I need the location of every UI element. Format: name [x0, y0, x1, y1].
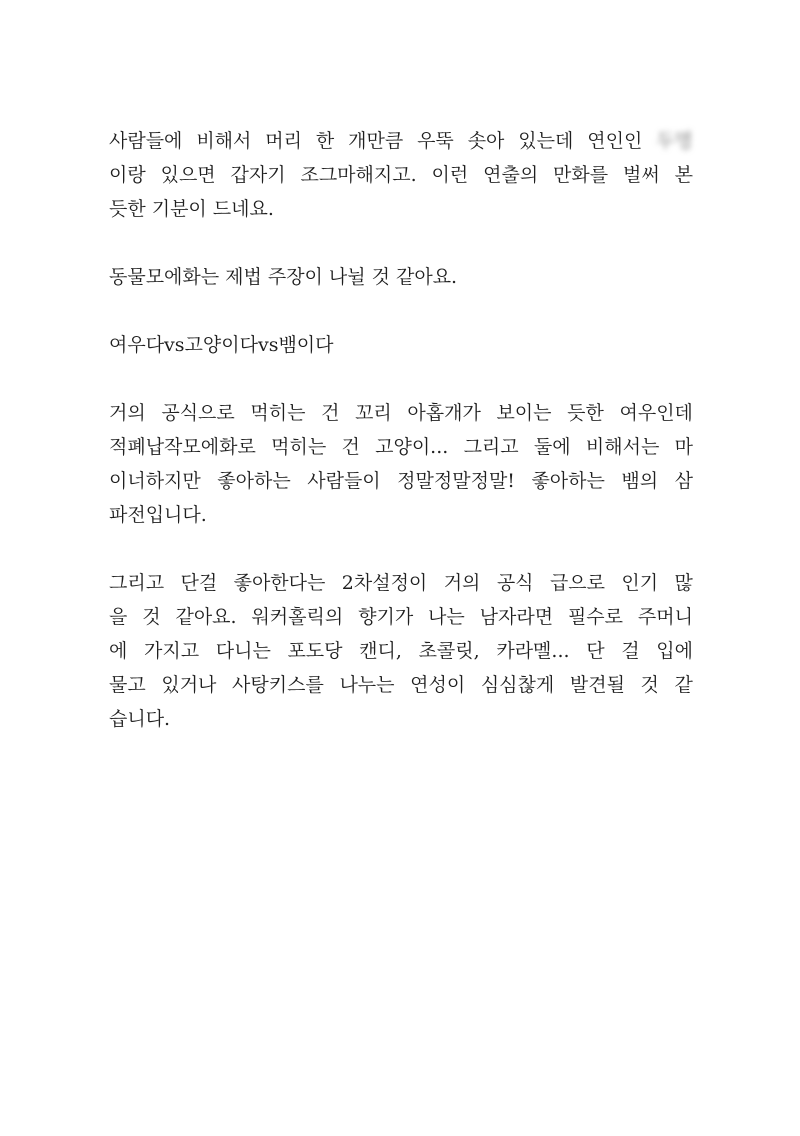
word: 물고 [109, 674, 146, 696]
text-line [109, 192, 693, 226]
word: 심심찮게 [480, 674, 555, 696]
text-line [109, 498, 693, 532]
word: 먹히는 [250, 402, 306, 424]
paragraph [109, 260, 693, 294]
word: 정말정말정말! [397, 470, 515, 492]
word: 사탕키스를 [232, 674, 324, 696]
word: 있거나 [161, 674, 217, 696]
word: 워커홀릭의 [251, 606, 344, 628]
word: 것 [142, 606, 161, 628]
word: 나뉠 [328, 266, 366, 288]
paragraph-gap [109, 226, 693, 260]
word: 발견될 [569, 674, 625, 696]
word: 기분이 [151, 198, 207, 220]
word: 갑자기 [230, 164, 286, 186]
word: 남자라면 [479, 606, 554, 628]
word: 2차설정이 [341, 572, 428, 594]
paragraph [109, 328, 693, 362]
word: 우뚝 [417, 130, 454, 152]
word: 개만큼 [348, 130, 404, 152]
text-line [109, 328, 693, 362]
word: 연출의 [483, 164, 539, 186]
word: 있으면 [160, 164, 216, 186]
word: 비해서 [196, 130, 252, 152]
word: 같 [674, 674, 693, 696]
word: 공식 [496, 572, 534, 594]
word: 습니다. [109, 708, 171, 730]
word: 캔디, [359, 640, 402, 662]
word: 사람들이 [307, 470, 381, 492]
word: 이랑 [109, 164, 146, 186]
word: 고양이... [375, 436, 449, 458]
text-line [109, 430, 693, 464]
word: 다니는 [215, 640, 271, 662]
blurred-name: 두명 [656, 130, 693, 152]
word: 건 [321, 402, 340, 424]
word: 연인인 [587, 130, 643, 152]
word: 마 [674, 436, 693, 458]
word: 먹히는 [271, 436, 327, 458]
document-body [109, 124, 693, 736]
word: 뱀의 [621, 470, 659, 492]
word: 여우다vs고양이다vs뱀이다 [109, 334, 334, 356]
word: 급으로 [549, 572, 606, 594]
word: 단걸 [180, 572, 218, 594]
paragraph [109, 566, 693, 736]
word: 을 [109, 606, 128, 628]
word: 아홉개가 [407, 402, 481, 424]
text-line [109, 600, 693, 634]
word: 필수로 [567, 606, 623, 628]
paragraph [109, 124, 693, 226]
word: 그리고 [463, 436, 519, 458]
word: 건 [341, 436, 360, 458]
word: 듯한 [567, 402, 604, 424]
text-line [109, 634, 693, 668]
word: 벌써 [622, 164, 660, 186]
word: 동물모에화는 [109, 266, 220, 288]
text-line [109, 464, 693, 498]
word: 비해서는 [585, 436, 660, 458]
text-line [109, 668, 693, 702]
paragraph-gap [109, 294, 693, 328]
word: 에 [109, 640, 128, 662]
word: 걸 [621, 640, 640, 662]
word: 있는데 [518, 130, 574, 152]
word: 포도당 [287, 640, 343, 662]
word: 거의 [109, 402, 146, 424]
word: 많 [674, 572, 693, 594]
word: 것 [371, 266, 390, 288]
word: 입에 [656, 640, 693, 662]
word: 카라멜... [496, 640, 570, 662]
word: 한 [315, 130, 335, 152]
paragraph-gap [109, 362, 693, 396]
word: 주장이 [267, 266, 323, 288]
word: 주머니 [637, 606, 693, 628]
paragraph [109, 396, 693, 532]
word: 공식으로 [161, 402, 235, 424]
word: 둘에 [533, 436, 571, 458]
word: 적폐납작모에화로 [109, 436, 256, 458]
word: 그리고 [109, 572, 165, 594]
word: 이런 [431, 164, 469, 186]
word: 듯한 [109, 198, 146, 220]
text-line [109, 702, 693, 736]
word: 삼 [674, 470, 693, 492]
word: 같아요. [395, 266, 458, 288]
text-line [109, 158, 693, 192]
text-line [109, 260, 693, 294]
word: 꼬리 [355, 402, 392, 424]
text-line [109, 124, 693, 158]
word: 이너하지만 [109, 470, 201, 492]
word: 향기가 [358, 606, 414, 628]
word: 같아요. [175, 606, 237, 628]
word: 나는 [428, 606, 465, 628]
word: 나누는 [339, 674, 395, 696]
word: 가지고 [144, 640, 200, 662]
word: 좋아한다는 [233, 572, 326, 594]
word: 단 [586, 640, 605, 662]
word: 사람들에 [109, 130, 183, 152]
word: 머리 [265, 130, 302, 152]
word: 파전입니다. [109, 504, 207, 526]
word: 좋아하는 [217, 470, 291, 492]
word: 연성이 [410, 674, 466, 696]
word: 여우인데 [619, 402, 693, 424]
word: 드네요. [212, 198, 274, 220]
text-line [109, 396, 693, 430]
word: 보이는 [496, 402, 552, 424]
word: 것 [640, 674, 659, 696]
word: 솟아 [467, 130, 505, 152]
word: 좋아하는 [531, 470, 605, 492]
word: 만화를 [553, 164, 609, 186]
word: 본 [674, 164, 693, 186]
word: 초콜릿, [418, 640, 480, 662]
paragraph-gap [109, 532, 693, 566]
text-line [109, 566, 693, 600]
word: 거의 [443, 572, 481, 594]
word: 제법 [225, 266, 262, 288]
word: 조그마해지고. [300, 164, 417, 186]
word: 인기 [621, 572, 659, 594]
